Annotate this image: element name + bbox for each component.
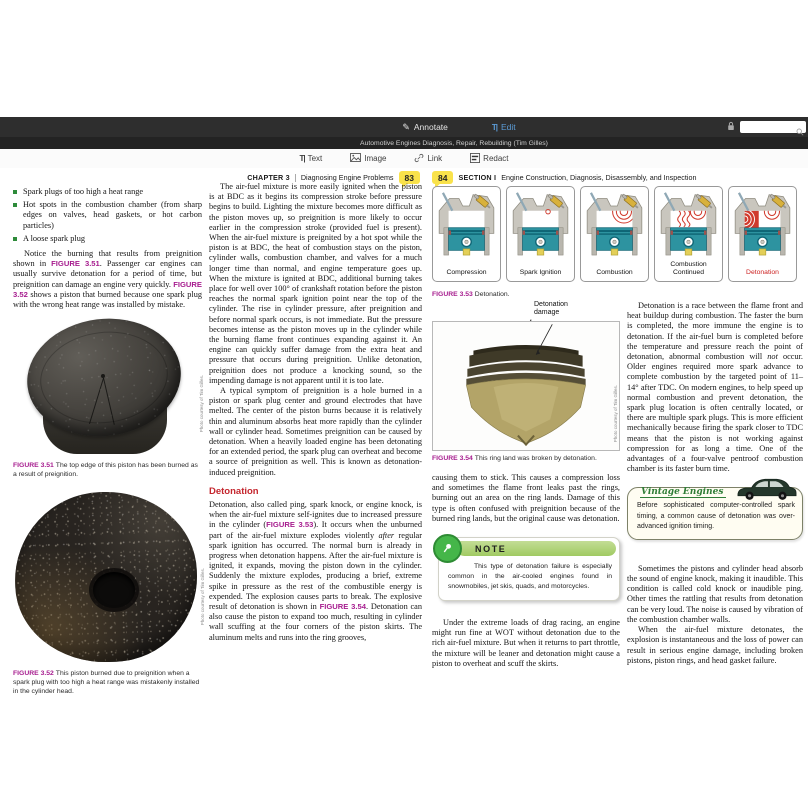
note-box xyxy=(438,537,620,601)
image-tool-button[interactable] xyxy=(350,153,386,164)
panel-label: Combustion xyxy=(596,269,633,277)
figure-label: FIGURE 3.54 xyxy=(432,454,473,462)
image-tool-label: Image xyxy=(364,154,387,163)
document-title-bar xyxy=(0,137,808,149)
section-label: SECTION I xyxy=(458,173,497,182)
page-83-left-column xyxy=(13,187,205,696)
chapter-label: CHAPTER 3 xyxy=(247,173,290,182)
list-item-text: A loose spark plug xyxy=(23,233,85,243)
lock-icon[interactable] xyxy=(727,118,735,136)
list-item xyxy=(13,187,202,197)
engine-diagram xyxy=(583,190,646,256)
panel-label: Combustion Continued xyxy=(670,261,707,277)
piston-photo-drawing xyxy=(433,322,619,450)
redact-icon xyxy=(470,153,480,165)
panel-spark-ignition xyxy=(506,186,575,282)
link-tool-label: Link xyxy=(427,154,443,163)
engine-diagram xyxy=(657,190,720,256)
page-number-highlight-83[interactable]: 83 xyxy=(399,171,420,184)
figure-label: FIGURE 3.53 xyxy=(432,291,473,298)
figure-caption-text: The top edge of this piston has been burned as a result of preignition. xyxy=(13,462,198,479)
paragraph-preignition-1: The air-fuel mixture is more easily ignited when the piston is at BDC as it begins its compression stroke before pressure begins to build. Lighting the mixture becomes more difficult as the piston moves up, so preignition is more likely to occur earlier in the compression stroke (provided fuel is present). When the air-fuel mixture is preignited by a hot spot while the piston is at BDC, the heat of combustion stays on the piston, cylinder walls, combustion chamber, and valves for a much longer time than normal, and engine temperature goes up. When the mixture is ignited at BDC, additional burning takes place for well over 100° of crankshaft rotation before the piston reaches the normal spark ignition point near the top of the cylinder. The rise in cylinder pressure, after preignition and before normal spark occurs, is not immediate. But the pressure becomes intense as the piston moves up in the cylinder while the burning flame front continues expanding against it. An engine can quickly suffer damage from the extra heat and pressure that occurs during preignition. Unlike detonation, preignition does not produce a knocking sound, so the impending damage is not apparent until it is too late. xyxy=(209,182,422,385)
search-input[interactable] xyxy=(743,122,795,132)
burned-hole-shape xyxy=(93,572,135,608)
bullet-square-icon xyxy=(13,190,17,194)
panel-detonation xyxy=(728,186,797,282)
paragraph-drag-racing: Under the extreme loads of drag racing, an engine might run fine at WOT without detonation due to the rich air-fuel mixture. But when it returns to part throttle, the mixture will be leaner and detonation might cause a piston to overheat and scuff the skirts. xyxy=(432,617,620,668)
edit-tools-toolbar xyxy=(0,149,808,169)
figure-caption-text: Detonation. xyxy=(474,291,510,298)
page-number-highlight-84[interactable]: 84 xyxy=(432,171,453,184)
link-tool-button[interactable] xyxy=(414,153,442,165)
list-item-text: Spark plugs of too high a heat range xyxy=(23,187,144,196)
photo-credit: Photo courtesy of Tim Gilles. xyxy=(199,374,204,433)
engine-diagram xyxy=(509,190,572,256)
figure-3-53 xyxy=(432,186,804,282)
figure-3-53-caption xyxy=(432,290,510,299)
engine-diagram xyxy=(731,190,794,256)
document-spread xyxy=(0,168,808,768)
vintage-engines-body: Before sophisticated computer-controlled spark timing, a common cause of detonation was over-advanced ignition timing. xyxy=(637,502,795,530)
list-item xyxy=(13,200,202,231)
text-tool-label: Text xyxy=(307,154,323,163)
panel-label: Compression xyxy=(446,269,487,277)
engine-diagram xyxy=(435,190,498,256)
detonation-heading: Detonation xyxy=(209,485,259,497)
figure-caption-text: This piston burned due to preignition when a spark plug with too high a heat range was mistakenly installed in the cylinder head. xyxy=(13,669,200,695)
page-84-right-column xyxy=(627,301,803,666)
header-divider xyxy=(295,174,296,182)
link-icon xyxy=(414,153,424,165)
paragraph-detonation: Detonation, also called ping, spark knock, or engine knock, is when the air-fuel mixture self-ignites due to increased pressure in the cylinder (FIGURE 3.53). It occurs when the unburned part of the air-fuel mixture explodes violently after regular spark ignition has occurred. The normal burn is already in progress when detonation happens. After the air-fuel mixture is ignited, it expands, moving the piston down in the cylinder. Suddenly the mixture explodes, producing a brief, extreme spike in pressure as the rest of the combustible energy is expended. The explosion causes parts to break. The explosive result of detonation is shown in FIGURE 3.54. Detonation can also cause the piston to expand too much, resulting in cylinder wall scuffing at the four corners of the piston skirts. The aluminum melts and runs into the ring grooves, xyxy=(209,499,423,642)
figure-3-51-photo xyxy=(13,316,202,458)
edit-label: Edit xyxy=(501,122,516,132)
panel-label: Spark Ignition xyxy=(519,269,562,277)
figure-3-54-photo xyxy=(432,321,620,451)
vintage-car-icon xyxy=(736,475,798,506)
figure-caption-text: This ring land was broken by detonation. xyxy=(474,454,597,462)
page-83-right-column xyxy=(209,182,422,643)
list-item-text: Hot spots in the combustion chamber (from sharp edges on valves, head gaskets, or hot carbon particles) xyxy=(23,200,202,230)
panel-label: Detonation xyxy=(746,269,779,277)
photo-credit: Photo courtesy of Tim Gilles. xyxy=(200,568,205,626)
image-icon xyxy=(350,153,361,164)
annotate-button[interactable] xyxy=(402,122,448,133)
detonation-damage-label: Detonation damage xyxy=(534,301,568,317)
note-body: This type of detonation failure is especially common in the air-cooled engines found in snowmobiles, jet skis, quads, and motorcycles. xyxy=(448,562,612,590)
document-title: Automotive Engines Diagnosis, Repair, Rebuilding (Tim Gilles) xyxy=(360,139,548,147)
page-84 xyxy=(429,168,804,758)
annotation-toolbar xyxy=(0,117,808,137)
edit-button[interactable] xyxy=(492,122,516,133)
vintage-engines-title: Vintage Engines xyxy=(640,487,726,498)
panel-combustion xyxy=(580,186,649,282)
paragraph-flame-front: Detonation is a race between the flame front and heat buildup during combustion. The faster the burn is completed, the more immune the engine is to detonation. If the air-fuel burn is completed before the temperature and pressure reach the point of detonation, abnormal combustion will not occur. Older engines required more spark advance to complete combustion by the targeted point of 11–14° after TDC. On modern engines, to help speed up normal combustion and prevent detonation, the spark plug location is often centrally located, or there are multiple spark plugs. This is more efficient mechanically because firing the spark closer to TDC means that the piston is not working against compression for as long a time. One of the advantages of a four-valve pentroof combustion chamber is its faster burn time. xyxy=(627,301,803,474)
intro-paragraph: Notice the burning that results from preignition shown in FIGURE 3.51. Passenger car engines can usually survive detonation for a period of time, but preignition can damage an engine very quickly. FIGURE 3.52 shows a piston that burned because one spark plug with the wrong heat range was installed by mistake. xyxy=(13,249,202,310)
pushpin-icon xyxy=(433,534,462,563)
paragraph-preignition-2: A typical symptom of preignition is a hole burned in a piston or spark plug center and ground electrodes that have melted. The center of the piston burns because it is relatively thin and aluminum absorbs heat more rapidly than the cylinder wall or cylinder head. Sometimes preignition can be caused by detonation. When a heavily loaded engine has been detonating for an extended period, the spark plug can overheat and become a source of preignition as well. This is known as detonation-induced preignition. xyxy=(209,386,422,477)
page-84-left-column xyxy=(432,301,620,669)
figure-3-54-annotation xyxy=(432,301,620,318)
figure-3-52-photo xyxy=(13,490,205,666)
page-84-header xyxy=(432,171,696,184)
annotate-label: Annotate xyxy=(413,122,448,132)
spacer xyxy=(627,540,803,564)
chapter-title: Diagnosing Engine Problems xyxy=(300,173,394,182)
vintage-engines-box xyxy=(627,487,803,539)
text-tool-button[interactable] xyxy=(299,154,322,163)
paragraph-cold-knock: Sometimes the pistons and cylinder head absorb the sound of engine knock, making it inaudible. This condition is called cold knock or inaudible ping. Other times the rattling that results from detonation can be very loud. The noise is caused by vibration of the combustion chamber walls. xyxy=(627,563,803,624)
bullet-square-icon xyxy=(13,203,17,207)
photo-credit: Photo courtesy of Tim Gilles. xyxy=(613,384,618,442)
panel-compression xyxy=(432,186,501,282)
paragraph-ring-lands: causing them to stick. This causes a compression loss and sometimes the flame front leaks past the rings, burning out an area on the ring lands. Damage of this type is often confused with preignition because of the burned ring lands, but the original cause was detonation. xyxy=(432,472,620,523)
paragraph-explosion: When the air-fuel mixture detonates, the explosion is instantaneous and the loss of power can result in serious engine damage, including broken pistons, piston rings, and head gasket failure. xyxy=(627,625,803,665)
note-title: NOTE xyxy=(475,543,507,554)
bullet-square-icon xyxy=(13,237,17,241)
figure-3-52-caption xyxy=(13,669,202,697)
figure-label: FIGURE 3.52 xyxy=(13,669,54,677)
text-tool-icon: T| xyxy=(299,154,305,163)
text-edit-icon: T| xyxy=(491,122,498,132)
redact-tool-label: Redact xyxy=(483,154,509,163)
figure-3-51-caption xyxy=(13,461,202,479)
section-title: Engine Construction, Diagnosis, Disassembly, and Inspection xyxy=(501,173,697,182)
search-box xyxy=(740,121,806,133)
pen-icon: ✎ xyxy=(402,121,410,132)
figure-3-54-caption xyxy=(432,454,620,463)
figure-label: FIGURE 3.51 xyxy=(13,462,54,470)
redact-tool-button[interactable] xyxy=(470,153,508,165)
page-83 xyxy=(10,168,422,758)
list-item xyxy=(13,234,202,244)
panel-combustion-continued xyxy=(654,186,723,282)
